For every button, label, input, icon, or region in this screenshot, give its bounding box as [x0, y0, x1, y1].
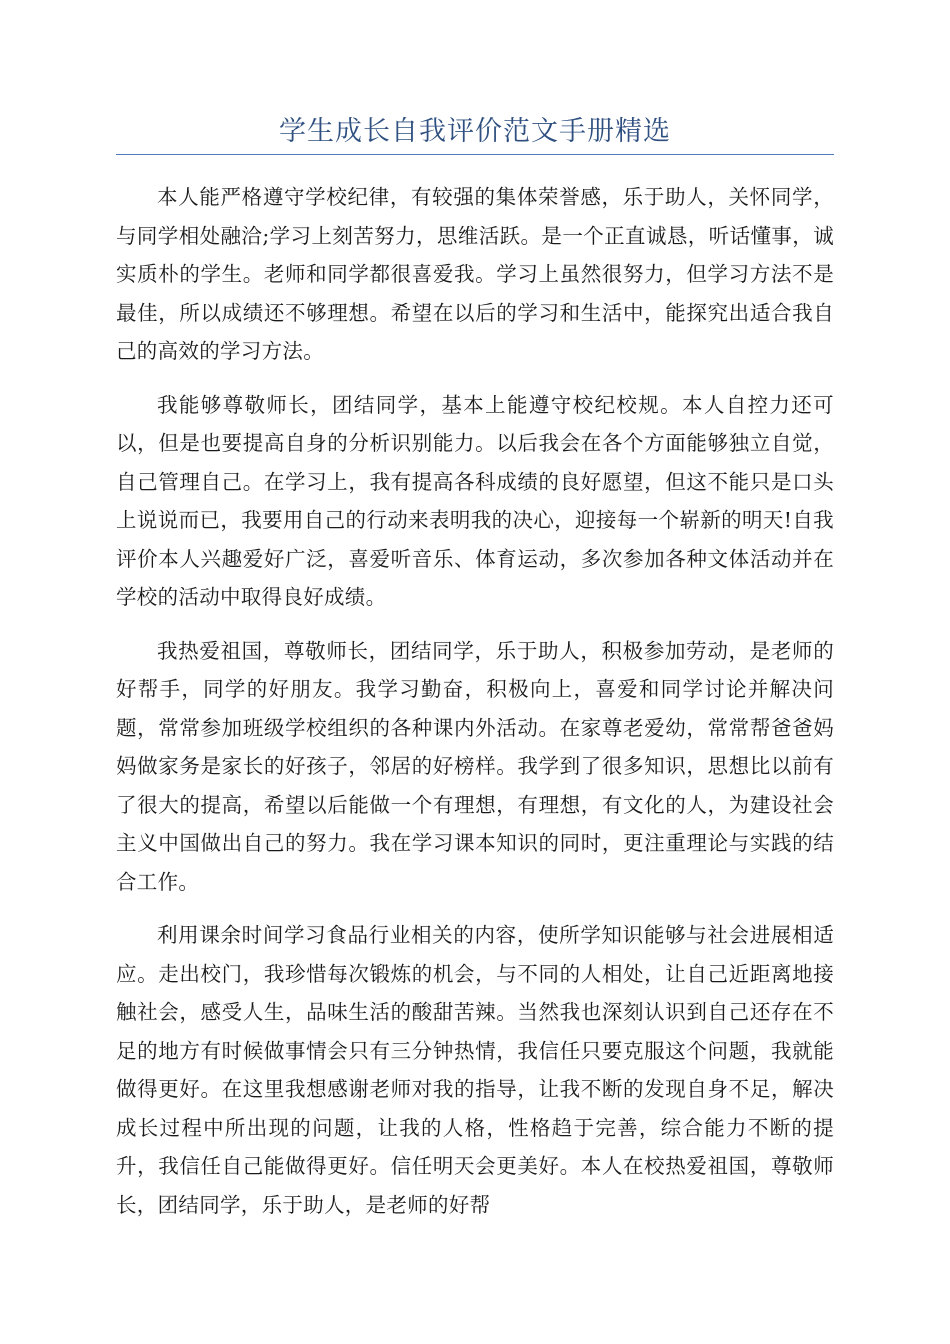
paragraph-4: 利用课余时间学习食品行业相关的内容，使所学知识能够与社会进展相适应。走出校门，我珍惜每次锻炼的机会，与不同的人相处，让自己近距离地接触社会，感受人生，品味生活的酸甜苦辣。当然我也深刻认识到自己还存在不足的地方有时候做事情会只有三分钟热情，我信任只要克服这个问题，我就能做得更好。在这里我想感谢老师对我的指导，让我不断的发现自身不足，解决成长过程中所出现的问题，让我的人格，性格趋于完善，综合能力不断的提升，我信任自己能做得更好。信任明天会更美好。本人在校热爱祖国，尊敬师长，团结同学，乐于助人，是老师的好帮	[116, 923, 834, 1217]
paragraph-2: 我能够尊敬师长，团结同学，基本上能遵守校纪校规。本人自控力还可以，但是也要提高自身的分析识别能力。以后我会在各个方面能够独立自觉，自己管理自己。在学习上，我有提高各科成绩的良好愿望，但这不能只是口头上说说而已，我要用自己的行动来表明我的决心，迎接每一个崭新的明天!自我评价本人兴趣爱好广泛，喜爱听音乐、体育运动，多次参加各种文体活动并在学校的活动中取得良好成绩。	[116, 392, 834, 609]
title-underline	[116, 154, 834, 155]
paragraph-3: 我热爱祖国，尊敬师长，团结同学，乐于助人，积极参加劳动，是老师的好帮手，同学的好朋友。我学习勤奋，积极向上，喜爱和同学讨论并解决问题，常常参加班级学校组织的各种课内外活动。在家尊老爱幼，常常帮爸爸妈妈做家务是家长的好孩子，邻居的好榜样。我学到了很多知识，思想比以前有了很大的提高，希望以后能做一个有理想，有理想，有文化的人，为建设社会主义中国做出自己的努力。我在学习课本知识的同时，更注重理论与实践的结合工作。	[116, 638, 834, 894]
document-title: 学生成长自我评价范文手册精选	[279, 116, 671, 147]
document-body	[116, 178, 834, 1239]
paragraph-1: 本人能严格遵守学校纪律，有较强的集体荣誉感，乐于助人，关怀同学，与同学相处融洽;学习上刻苦努力，思维活跃。是一个正直诚恳，听话懂事，诚实质朴的学生。老师和同学都很喜爱我。学习上虽然很努力，但学习方法不是最佳，所以成绩还不够理想。希望在以后的学习和生活中，能探究出适合我自己的高效的学习方法。	[116, 185, 834, 363]
